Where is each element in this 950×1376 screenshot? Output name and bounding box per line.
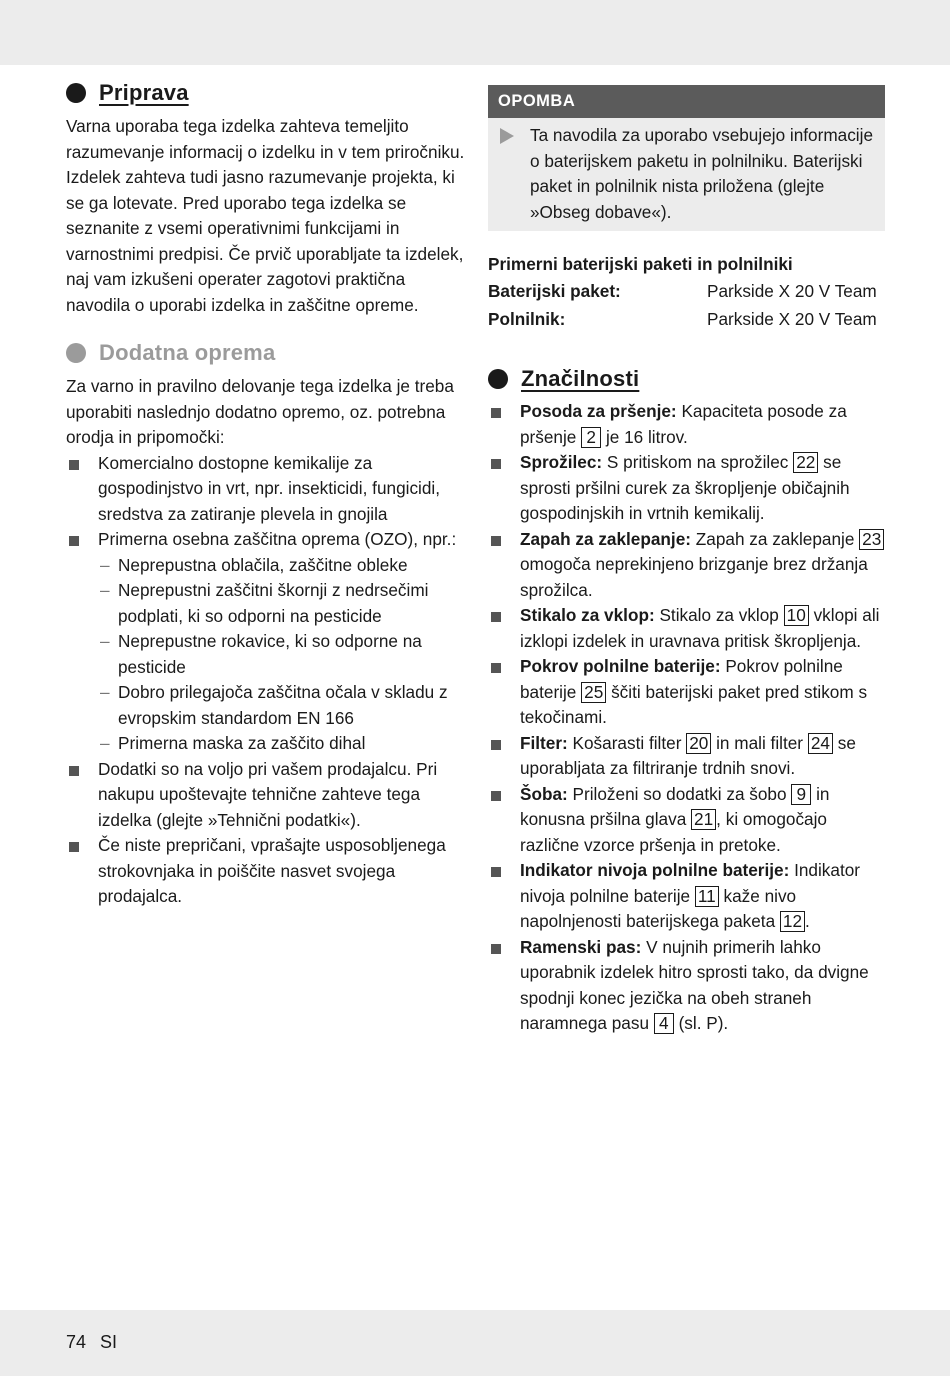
square-bullet-icon — [491, 663, 501, 673]
square-bullet-icon — [491, 612, 501, 622]
reference-number: 24 — [808, 733, 833, 754]
right-column — [488, 85, 888, 1037]
section-heading-znacilnosti — [488, 366, 888, 392]
bullet-dot-icon — [488, 369, 508, 389]
feature-label: Zapah za zaklepanje: — [520, 528, 691, 549]
reference-number: 21 — [691, 809, 716, 830]
reference-number: 23 — [859, 529, 884, 550]
feature-item: Indikator nivoja polnilne baterije: Indikator nivoja polnilne baterije 11 kaže nivo napolnjenosti baterijskega paketa 12 . — [488, 858, 888, 935]
reference-number: 12 — [780, 911, 805, 932]
square-bullet-icon — [491, 740, 501, 750]
feature-label: Sprožilec: — [520, 452, 603, 472]
accessory-list — [66, 451, 466, 910]
list-item: Komercialno dostopne kemikalije za gospodinjstvo in vrt, npr. insekticidi, fungicidi, sredstva za zatiranje plevela in gnojila — [66, 451, 466, 528]
sublist-item: – Neprepustni zaščitni škornji z nedrsečimi podplati, ki so odporni na pesticide — [100, 580, 429, 626]
feature-item: Pokrov polnilne baterije: Pokrov polnilne baterije 25 ščiti baterijski paket pred stikom s tekočinami. — [488, 654, 888, 731]
page-number: 74 — [66, 1332, 87, 1352]
spec-row-charger — [488, 305, 888, 333]
reference-number: 25 — [581, 682, 606, 703]
left-column — [66, 80, 466, 910]
square-bullet-icon — [69, 460, 79, 470]
feature-label: Pokrov polnilne baterije: — [520, 656, 721, 676]
feature-label: Posoda za pršenje: — [520, 401, 677, 421]
note-body — [488, 118, 885, 231]
square-bullet-icon — [69, 766, 79, 776]
square-bullet-icon — [491, 944, 501, 954]
square-bullet-icon — [491, 459, 501, 469]
square-bullet-icon — [491, 791, 501, 801]
section-heading-dodatna — [66, 340, 466, 366]
sublist-item: – Neprepustne rokavice, ki so odporne na pesticide — [100, 631, 422, 677]
spec-title: Primerni baterijski paketi in polnilniki — [488, 254, 793, 274]
features-list — [488, 399, 888, 1037]
note-label: OPOMBA — [488, 85, 885, 118]
reference-number: 11 — [695, 886, 719, 907]
note-box — [488, 85, 885, 231]
triangle-bullet-icon — [500, 128, 514, 144]
feature-item: Sprožilec: S pritiskom na sprožilec 22 se sprosti pršilni curek za škropljenje običajnih gospodinjskih in vrtnih kemikalij. — [488, 450, 888, 527]
square-bullet-icon — [491, 408, 501, 418]
square-bullet-icon — [69, 842, 79, 852]
sublist-item: – Primerna maska za zaščito dihal — [98, 731, 466, 757]
feature-label: Filter: — [520, 732, 568, 753]
footer-band — [0, 1310, 950, 1376]
square-bullet-icon — [491, 867, 501, 877]
feature-item: Filter: Košarasti filter 20 in mali filter 24 se uporabljata za filtriranje trdnih snovi. — [488, 731, 888, 782]
spec-key: Polnilnik: — [488, 309, 566, 329]
header-band — [0, 0, 950, 65]
note-text: Ta navodila za uporabo vsebujejo informacije o baterijskem paketu in polnilniku. Baterijski paket in polnilnik nista priložena (glejte »Obseg dobave«). — [530, 125, 874, 222]
list-item: Če niste prepričani, vprašajte usposobljenega strokovnjaka in poiščite nasvet svojega prodajalca. — [66, 833, 466, 910]
section-title: Dodatna oprema — [99, 340, 276, 365]
feature-item: Posoda za pršenje: Kapaciteta posode za pršenje 2 je 16 litrov. — [488, 399, 888, 450]
dodatna-intro: Za varno in pravilno delovanje tega izdelka je treba uporabiti naslednjo dodatno opremo, oz. potrebna orodja in pripomočki: — [66, 376, 454, 447]
feature-item: Ramenski pas: V nujnih primerih lahko uporabnik izdelek hitro sprosti tako, da dvigne spodnji konec jezička na obeh straneh naramnega pasu 4 (sl. P). — [488, 935, 888, 1037]
section-heading-priprava — [66, 80, 466, 106]
page-footer — [66, 1332, 131, 1353]
feature-item: Zapah za zaklepanje: Zapah za zaklepanje 23 omogoča neprekinjeno brizganje brez držanja sprožilca. — [488, 527, 888, 604]
sublist-item: – Dobro prilegajoča zaščitna očala v skladu z evropskim standardom EN 166 — [100, 682, 448, 728]
dash-bullet-icon: – — [100, 580, 110, 600]
dash-bullet-icon: – — [100, 682, 110, 702]
dash-bullet-icon: – — [100, 631, 110, 651]
spec-row-battery — [488, 277, 888, 305]
spec-value: Parkside X 20 V Team — [707, 281, 877, 301]
list-item: Primerna osebna zaščitna oprema (OZO), npr.: – Neprepustna oblačila, zaščitne obleke – Neprepustni zaščitni škornji z nedrsečimi podplati, ki so odporni na pesticide – Neprepustne rokavice, ki so odporne na pesticide – Dobro prilegajoča zaščitna očala v skladu z evropskim standardom EN 166 – Primerna maska za zaščito dihal — [66, 527, 466, 757]
bullet-dot-icon — [66, 83, 86, 103]
language-code: SI — [100, 1332, 118, 1352]
reference-number: 20 — [686, 733, 711, 754]
reference-number: 9 — [791, 784, 811, 805]
spec-value: Parkside X 20 V Team — [707, 309, 877, 329]
spec-key: Baterijski paket: — [488, 281, 621, 301]
reference-number: 2 — [581, 427, 601, 448]
reference-number: 10 — [784, 605, 809, 626]
bullet-dot-icon — [66, 343, 86, 363]
section-title: Značilnosti — [521, 366, 640, 391]
feature-label: Ramenski pas: — [520, 936, 642, 957]
square-bullet-icon — [491, 536, 501, 546]
feature-label: Indikator nivoja polnilne baterije: — [520, 860, 790, 880]
feature-label: Stikalo za vklop: — [520, 605, 655, 625]
square-bullet-icon — [69, 536, 79, 546]
priprava-text: Varna uporaba tega izdelka zahteva temeljito razumevanje informacij o izdelku in v tem priročniku. Izdelek zahteva tudi jasno razumevanje projekta, ki se ga lotevate. Pred uporabo tega izdelka se seznanite z vsemi operativnimi funkcijami in varnostnimi predpisi. Če prvič uporabljate ta izdelek, naj vam izkušeni operater zagotovi praktična navodila o uporabi izdelka in zaščitne opreme. — [66, 116, 465, 315]
section-title: Priprava — [99, 80, 189, 105]
dash-bullet-icon: – — [100, 554, 110, 575]
feature-item: Stikalo za vklop: Stikalo za vklop 10 vklopi ali izklopi izdelek in uravnava pritisk škropljenja. — [488, 603, 888, 654]
sublist-item: – Neprepustna oblačila, zaščitne obleke — [98, 553, 466, 579]
feature-label: Šoba: — [520, 783, 568, 804]
list-item: Dodatki so na voljo pri vašem prodajalcu. Pri nakupu upoštevajte tehnične zahteve tega izdelka (glejte »Tehnični podatki«). — [66, 757, 466, 834]
reference-number: 22 — [793, 452, 818, 473]
feature-item: Šoba: Priloženi so dodatki za šobo 9 in konusna pršilna glava 21 , ki omogočajo različne vzorce pršenja in pretoke. — [488, 782, 888, 859]
reference-number: 4 — [654, 1013, 674, 1034]
ppe-sublist — [98, 553, 466, 757]
dash-bullet-icon: – — [100, 733, 110, 753]
